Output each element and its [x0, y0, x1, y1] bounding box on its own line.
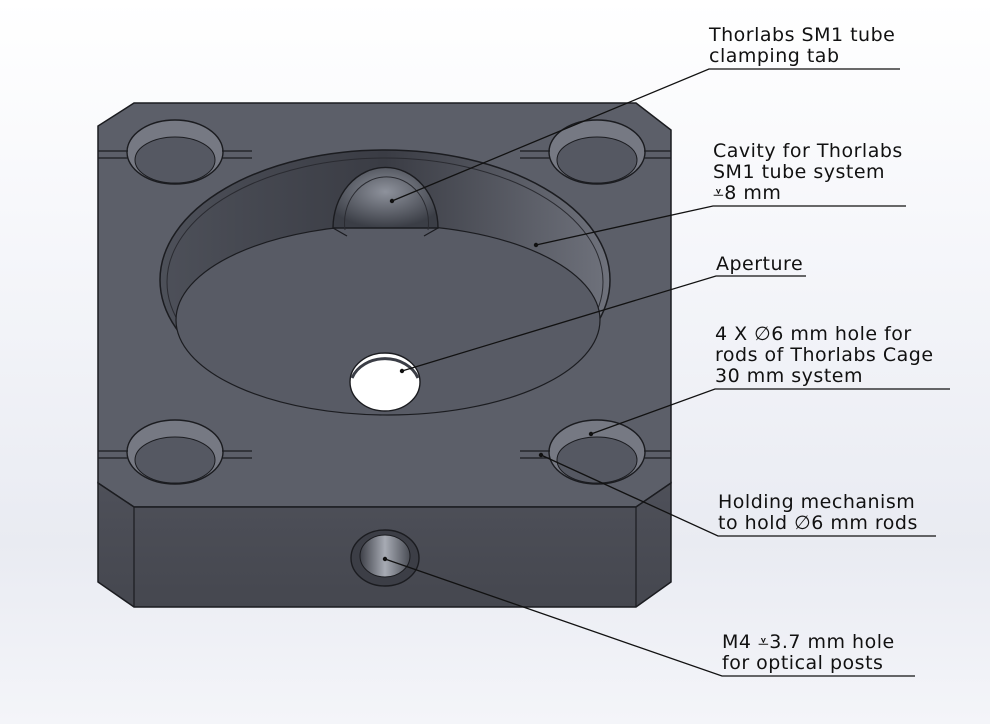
annotation-line: Cavity for Thorlabs [713, 140, 903, 162]
annotation-line: 30 mm system [715, 365, 863, 387]
annotation-line: Thorlabs SM1 tube [709, 24, 896, 46]
annotation-line: rods of Thorlabs Cage [715, 344, 934, 366]
annotation-line: ⩡8 mm [713, 182, 782, 204]
annotation-line: Holding mechanism [718, 491, 916, 513]
annotation-aperture [716, 254, 803, 275]
annotation-line: to hold ∅6 mm rods [718, 512, 918, 534]
annotation-cavity [713, 141, 903, 204]
annotation-holding-mechanism [718, 492, 918, 534]
annotation-m4-hole [722, 632, 895, 674]
annotation-line: M4 ⩡3.7 mm hole [722, 631, 895, 653]
annotation-line: Aperture [716, 253, 804, 275]
aperture-hole [350, 353, 420, 411]
annotation-rod-holes [715, 324, 934, 387]
annotation-clamping-tab [709, 25, 895, 67]
annotation-line: for optical posts [722, 652, 884, 674]
annotation-line: SM1 tube system [713, 161, 886, 183]
annotation-line: clamping tab [709, 45, 840, 67]
annotation-line: 4 X ∅6 mm hole for [715, 323, 912, 345]
